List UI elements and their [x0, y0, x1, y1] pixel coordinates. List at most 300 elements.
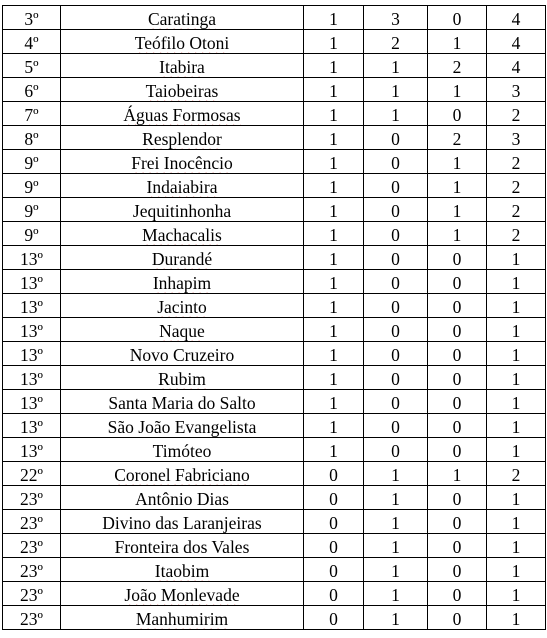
count-c-cell-text: 0: [452, 249, 462, 269]
count-c-cell-text: 0: [452, 321, 462, 341]
count-b-cell-text: 0: [391, 441, 400, 461]
total-cell-text: 1: [511, 321, 521, 341]
count-c-cell-text: 0: [452, 393, 462, 413]
count-c-cell-text: 2: [452, 129, 462, 149]
municipality-cell: [61, 558, 304, 582]
count-b-cell-text: 0: [391, 417, 400, 437]
count-b-cell: [364, 270, 428, 294]
count-a-cell-text: 1: [329, 249, 338, 269]
rank-cell-text: 3º: [24, 9, 39, 29]
total-cell: [487, 438, 546, 462]
count-a-cell-text: 1: [329, 33, 338, 53]
total-cell-text: 1: [511, 489, 521, 509]
rank-cell-text: 22º: [20, 465, 43, 485]
count-b-cell-text: 1: [391, 585, 400, 605]
count-a-cell-text: 1: [329, 81, 338, 101]
rank-cell: [3, 534, 61, 558]
count-b-cell: [364, 126, 428, 150]
count-a-cell-text: 1: [329, 297, 338, 317]
count-c-cell-text: 1: [452, 465, 462, 485]
municipality-cell: [61, 390, 304, 414]
rank-cell-text: 23º: [20, 609, 43, 629]
table-row: [3, 102, 546, 126]
count-c-cell-text: 0: [452, 489, 462, 509]
rank-cell: [3, 390, 61, 414]
count-b-cell: [364, 486, 428, 510]
count-b-cell: [364, 366, 428, 390]
count-b-cell: [364, 558, 428, 582]
municipality-cell-text: Antônio Dias: [135, 489, 229, 509]
rank-cell-text: 9º: [24, 153, 39, 173]
count-c-cell: [428, 534, 487, 558]
total-cell: [487, 414, 546, 438]
municipality-cell-text: Teófilo Otoni: [134, 33, 230, 53]
table-row: [3, 390, 546, 414]
count-c-cell-text: 1: [452, 33, 462, 53]
municipality-cell-text: Taiobeiras: [145, 81, 219, 101]
table-row: [3, 30, 546, 54]
rank-cell: [3, 438, 61, 462]
municipality-cell-text: Indaiabira: [146, 177, 218, 197]
count-c-cell-text: 1: [452, 201, 462, 221]
count-b-cell-text: 0: [391, 129, 400, 149]
municipality-cell-text: Caratinga: [147, 9, 217, 29]
count-c-cell: [428, 462, 487, 486]
count-a-cell-text: 1: [329, 441, 338, 461]
table-row: [3, 606, 546, 630]
rank-cell: [3, 30, 61, 54]
count-c-cell-text: 2: [452, 57, 462, 77]
count-a-cell: [304, 198, 364, 222]
rank-cell: [3, 270, 61, 294]
count-b-cell: [364, 30, 428, 54]
table-row: [3, 582, 546, 606]
count-c-cell-text: 0: [452, 537, 462, 557]
rank-cell-text: 23º: [20, 513, 43, 533]
count-b-cell-text: 1: [391, 537, 400, 557]
count-b-cell: [364, 294, 428, 318]
rank-cell-text: 23º: [20, 561, 43, 581]
total-cell: [487, 6, 546, 30]
count-c-cell: [428, 510, 487, 534]
municipality-cell-text: Timóteo: [152, 441, 212, 461]
total-cell-text: 2: [511, 105, 521, 125]
table-row: [3, 150, 546, 174]
table-row: [3, 462, 546, 486]
rank-cell: [3, 54, 61, 78]
count-a-cell-text: 1: [329, 321, 338, 341]
table-row: [3, 438, 546, 462]
total-cell-text: 1: [511, 537, 521, 557]
rank-cell: [3, 198, 61, 222]
count-c-cell-text: 0: [452, 417, 462, 437]
count-c-cell: [428, 366, 487, 390]
count-a-cell: [304, 366, 364, 390]
table-row: [3, 6, 546, 30]
count-c-cell-text: 0: [452, 273, 462, 293]
rank-cell: [3, 342, 61, 366]
municipality-cell-text: Jacinto: [157, 297, 207, 317]
count-b-cell-text: 1: [391, 81, 400, 101]
count-a-cell-text: 1: [329, 105, 338, 125]
total-cell: [487, 486, 546, 510]
total-cell-text: 3: [511, 129, 521, 149]
municipality-cell: [61, 414, 304, 438]
total-cell: [487, 270, 546, 294]
count-a-cell: [304, 174, 364, 198]
count-c-cell: [428, 222, 487, 246]
municipality-cell-text: Itabira: [159, 57, 205, 77]
rank-cell: [3, 126, 61, 150]
rank-cell-text: 7º: [24, 105, 39, 125]
count-a-cell-text: 0: [329, 489, 338, 509]
municipality-cell-text: Divino das Laranjeiras: [102, 513, 262, 533]
rank-cell-text: 13º: [20, 297, 43, 317]
count-c-cell: [428, 390, 487, 414]
total-cell: [487, 510, 546, 534]
count-c-cell: [428, 150, 487, 174]
rank-cell-text: 13º: [20, 393, 43, 413]
count-a-cell: [304, 414, 364, 438]
count-c-cell: [428, 558, 487, 582]
municipality-cell-text: Naque: [159, 321, 205, 341]
count-b-cell: [364, 582, 428, 606]
count-a-cell: [304, 246, 364, 270]
count-c-cell: [428, 342, 487, 366]
count-b-cell-text: 0: [391, 177, 400, 197]
table-row: [3, 174, 546, 198]
table-row: [3, 366, 546, 390]
count-c-cell-text: 0: [452, 297, 462, 317]
count-a-cell: [304, 102, 364, 126]
count-c-cell: [428, 78, 487, 102]
count-a-cell-text: 0: [329, 609, 338, 629]
count-b-cell-text: 0: [391, 225, 400, 245]
rank-cell: [3, 294, 61, 318]
table-row: [3, 246, 546, 270]
count-a-cell-text: 0: [329, 465, 338, 485]
municipality-cell: [61, 126, 304, 150]
table-row: [3, 78, 546, 102]
municipality-cell: [61, 366, 304, 390]
total-cell: [487, 342, 546, 366]
total-cell-text: 2: [511, 177, 521, 197]
count-c-cell: [428, 438, 487, 462]
rank-cell-text: 13º: [20, 321, 43, 341]
municipality-cell: [61, 174, 304, 198]
count-c-cell: [428, 270, 487, 294]
count-a-cell-text: 0: [329, 585, 338, 605]
table-row: [3, 318, 546, 342]
rank-cell: [3, 582, 61, 606]
rank-cell-text: 6º: [24, 81, 39, 101]
count-a-cell: [304, 390, 364, 414]
count-b-cell: [364, 606, 428, 630]
total-cell: [487, 318, 546, 342]
rank-cell: [3, 6, 61, 30]
count-a-cell-text: 1: [329, 57, 338, 77]
total-cell: [487, 102, 546, 126]
total-cell: [487, 30, 546, 54]
count-c-cell: [428, 294, 487, 318]
municipality-cell-text: São João Evangelista: [107, 417, 257, 437]
count-a-cell: [304, 30, 364, 54]
rank-cell-text: 9º: [24, 225, 39, 245]
count-c-cell-text: 0: [452, 441, 462, 461]
municipality-cell-text: Resplendor: [142, 129, 222, 149]
table-row: [3, 342, 546, 366]
municipality-cell: [61, 606, 304, 630]
rank-cell: [3, 558, 61, 582]
total-cell: [487, 54, 546, 78]
count-b-cell: [364, 246, 428, 270]
count-a-cell: [304, 510, 364, 534]
municipality-cell: [61, 222, 304, 246]
count-c-cell-text: 0: [452, 369, 462, 389]
municipality-cell-text: Águas Formosas: [123, 105, 241, 125]
rank-cell-text: 23º: [20, 537, 43, 557]
count-b-cell: [364, 390, 428, 414]
count-c-cell-text: 0: [452, 561, 462, 581]
total-cell-text: 1: [511, 273, 521, 293]
rank-cell: [3, 222, 61, 246]
rank-cell-text: 9º: [24, 177, 39, 197]
total-cell: [487, 78, 546, 102]
rank-cell: [3, 462, 61, 486]
total-cell-text: 1: [511, 585, 521, 605]
count-c-cell: [428, 318, 487, 342]
count-b-cell: [364, 78, 428, 102]
table-row: [3, 198, 546, 222]
municipality-cell: [61, 582, 304, 606]
total-cell-text: 1: [511, 297, 521, 317]
count-c-cell-text: 0: [452, 105, 462, 125]
count-c-cell-text: 1: [452, 81, 462, 101]
table-row: [3, 294, 546, 318]
total-cell-text: 1: [511, 417, 521, 437]
municipality-cell-text: Machacalis: [142, 225, 222, 245]
total-cell-text: 1: [511, 345, 521, 365]
count-b-cell: [364, 150, 428, 174]
count-c-cell-text: 0: [452, 345, 462, 365]
count-b-cell-text: 0: [391, 297, 400, 317]
count-a-cell-text: 1: [329, 177, 338, 197]
count-b-cell: [364, 102, 428, 126]
rank-cell-text: 23º: [20, 585, 43, 605]
count-b-cell-text: 0: [391, 153, 400, 173]
total-cell-text: 2: [511, 465, 521, 485]
rank-cell: [3, 246, 61, 270]
total-cell-text: 4: [511, 33, 521, 53]
count-a-cell-text: 1: [329, 225, 338, 245]
rank-cell: [3, 510, 61, 534]
table-row: [3, 534, 546, 558]
table-row: [3, 510, 546, 534]
count-a-cell-text: 0: [329, 513, 338, 533]
count-c-cell: [428, 198, 487, 222]
total-cell: [487, 366, 546, 390]
count-a-cell: [304, 54, 364, 78]
count-a-cell: [304, 318, 364, 342]
count-a-cell-text: 1: [329, 369, 338, 389]
municipality-cell-text: Rubim: [158, 369, 206, 389]
count-a-cell-text: 0: [329, 537, 338, 557]
count-b-cell-text: 0: [391, 201, 400, 221]
count-c-cell: [428, 582, 487, 606]
count-c-cell-text: 1: [452, 153, 462, 173]
municipality-cell: [61, 54, 304, 78]
count-b-cell: [364, 342, 428, 366]
count-c-cell: [428, 30, 487, 54]
rank-cell-text: 13º: [20, 249, 43, 269]
rank-cell-text: 13º: [20, 441, 43, 461]
total-cell-text: 2: [511, 153, 521, 173]
table-row: [3, 222, 546, 246]
count-a-cell-text: 1: [329, 393, 338, 413]
count-c-cell: [428, 246, 487, 270]
municipality-cell: [61, 6, 304, 30]
rank-cell-text: 23º: [20, 489, 43, 509]
count-b-cell: [364, 534, 428, 558]
municipality-cell-text: Coronel Fabriciano: [114, 465, 250, 485]
count-a-cell: [304, 126, 364, 150]
rank-cell: [3, 102, 61, 126]
total-cell: [487, 558, 546, 582]
municipality-cell: [61, 510, 304, 534]
count-c-cell: [428, 606, 487, 630]
count-a-cell: [304, 486, 364, 510]
count-b-cell: [364, 462, 428, 486]
count-b-cell: [364, 318, 428, 342]
total-cell-text: 3: [511, 81, 521, 101]
table-row: [3, 270, 546, 294]
count-b-cell-text: 1: [391, 465, 400, 485]
count-a-cell-text: 1: [329, 417, 338, 437]
ranking-table: [2, 5, 546, 630]
municipality-cell-text: Fronteira dos Vales: [114, 537, 250, 557]
count-c-cell-text: 0: [452, 585, 462, 605]
total-cell: [487, 462, 546, 486]
rank-cell-text: 13º: [20, 417, 43, 437]
count-c-cell: [428, 174, 487, 198]
municipality-cell-text: Jequitinhonha: [132, 201, 232, 221]
municipality-cell: [61, 198, 304, 222]
count-b-cell: [364, 54, 428, 78]
count-b-cell-text: 1: [391, 105, 400, 125]
count-a-cell-text: 1: [329, 9, 338, 29]
count-b-cell-text: 1: [391, 561, 400, 581]
count-c-cell-text: 1: [452, 177, 462, 197]
total-cell: [487, 150, 546, 174]
municipality-cell-text: Itaobim: [154, 561, 210, 581]
municipality-cell-text: Manhumirim: [135, 609, 229, 629]
count-a-cell: [304, 462, 364, 486]
total-cell-text: 1: [511, 369, 521, 389]
count-a-cell: [304, 78, 364, 102]
count-b-cell-text: 0: [391, 345, 400, 365]
municipality-cell: [61, 294, 304, 318]
count-a-cell: [304, 558, 364, 582]
count-c-cell: [428, 126, 487, 150]
count-c-cell: [428, 102, 487, 126]
total-cell: [487, 606, 546, 630]
count-a-cell: [304, 222, 364, 246]
count-b-cell-text: 1: [391, 609, 400, 629]
count-b-cell: [364, 222, 428, 246]
count-c-cell: [428, 414, 487, 438]
total-cell-text: 1: [511, 441, 521, 461]
municipality-cell-text: Durandé: [151, 249, 213, 269]
count-a-cell: [304, 270, 364, 294]
count-c-cell-text: 0: [452, 609, 462, 629]
municipality-cell-text: Inhapim: [152, 273, 212, 293]
count-a-cell-text: 1: [329, 153, 338, 173]
total-cell-text: 2: [511, 225, 521, 245]
total-cell: [487, 390, 546, 414]
rank-cell: [3, 150, 61, 174]
municipality-cell: [61, 342, 304, 366]
count-b-cell-text: 0: [391, 249, 400, 269]
total-cell: [487, 534, 546, 558]
count-b-cell: [364, 438, 428, 462]
municipality-cell-text: Frei Inocêncio: [131, 153, 233, 173]
municipality-cell: [61, 150, 304, 174]
count-b-cell-text: 1: [391, 57, 400, 77]
ranking-table-body: [3, 6, 546, 630]
rank-cell-text: 9º: [24, 201, 39, 221]
count-b-cell-text: 0: [391, 321, 400, 341]
count-b-cell: [364, 174, 428, 198]
count-b-cell-text: 0: [391, 393, 400, 413]
count-a-cell: [304, 150, 364, 174]
total-cell-text: 2: [511, 201, 521, 221]
count-a-cell-text: 1: [329, 201, 338, 221]
count-a-cell-text: 1: [329, 129, 338, 149]
count-a-cell-text: 0: [329, 561, 338, 581]
count-b-cell: [364, 510, 428, 534]
total-cell-text: 1: [511, 609, 521, 629]
rank-cell: [3, 486, 61, 510]
municipality-cell: [61, 534, 304, 558]
total-cell-text: 4: [511, 57, 521, 77]
count-b-cell-text: 1: [391, 513, 400, 533]
total-cell-text: 1: [511, 561, 521, 581]
count-a-cell: [304, 606, 364, 630]
municipality-cell: [61, 30, 304, 54]
table-row: [3, 126, 546, 150]
municipality-cell: [61, 438, 304, 462]
total-cell: [487, 294, 546, 318]
count-b-cell: [364, 6, 428, 30]
municipality-cell: [61, 246, 304, 270]
total-cell: [487, 246, 546, 270]
rank-cell-text: 8º: [24, 129, 39, 149]
rank-cell: [3, 606, 61, 630]
count-c-cell: [428, 486, 487, 510]
total-cell-text: 1: [511, 513, 521, 533]
count-b-cell: [364, 198, 428, 222]
municipality-cell: [61, 486, 304, 510]
rank-cell: [3, 366, 61, 390]
rank-cell: [3, 414, 61, 438]
count-c-cell-text: 0: [452, 9, 462, 29]
count-b-cell-text: 1: [391, 489, 400, 509]
rank-cell-text: 5º: [24, 57, 39, 77]
municipality-cell: [61, 78, 304, 102]
rank-cell-text: 13º: [20, 345, 43, 365]
rank-cell: [3, 174, 61, 198]
municipality-cell-text: Novo Cruzeiro: [129, 345, 235, 365]
